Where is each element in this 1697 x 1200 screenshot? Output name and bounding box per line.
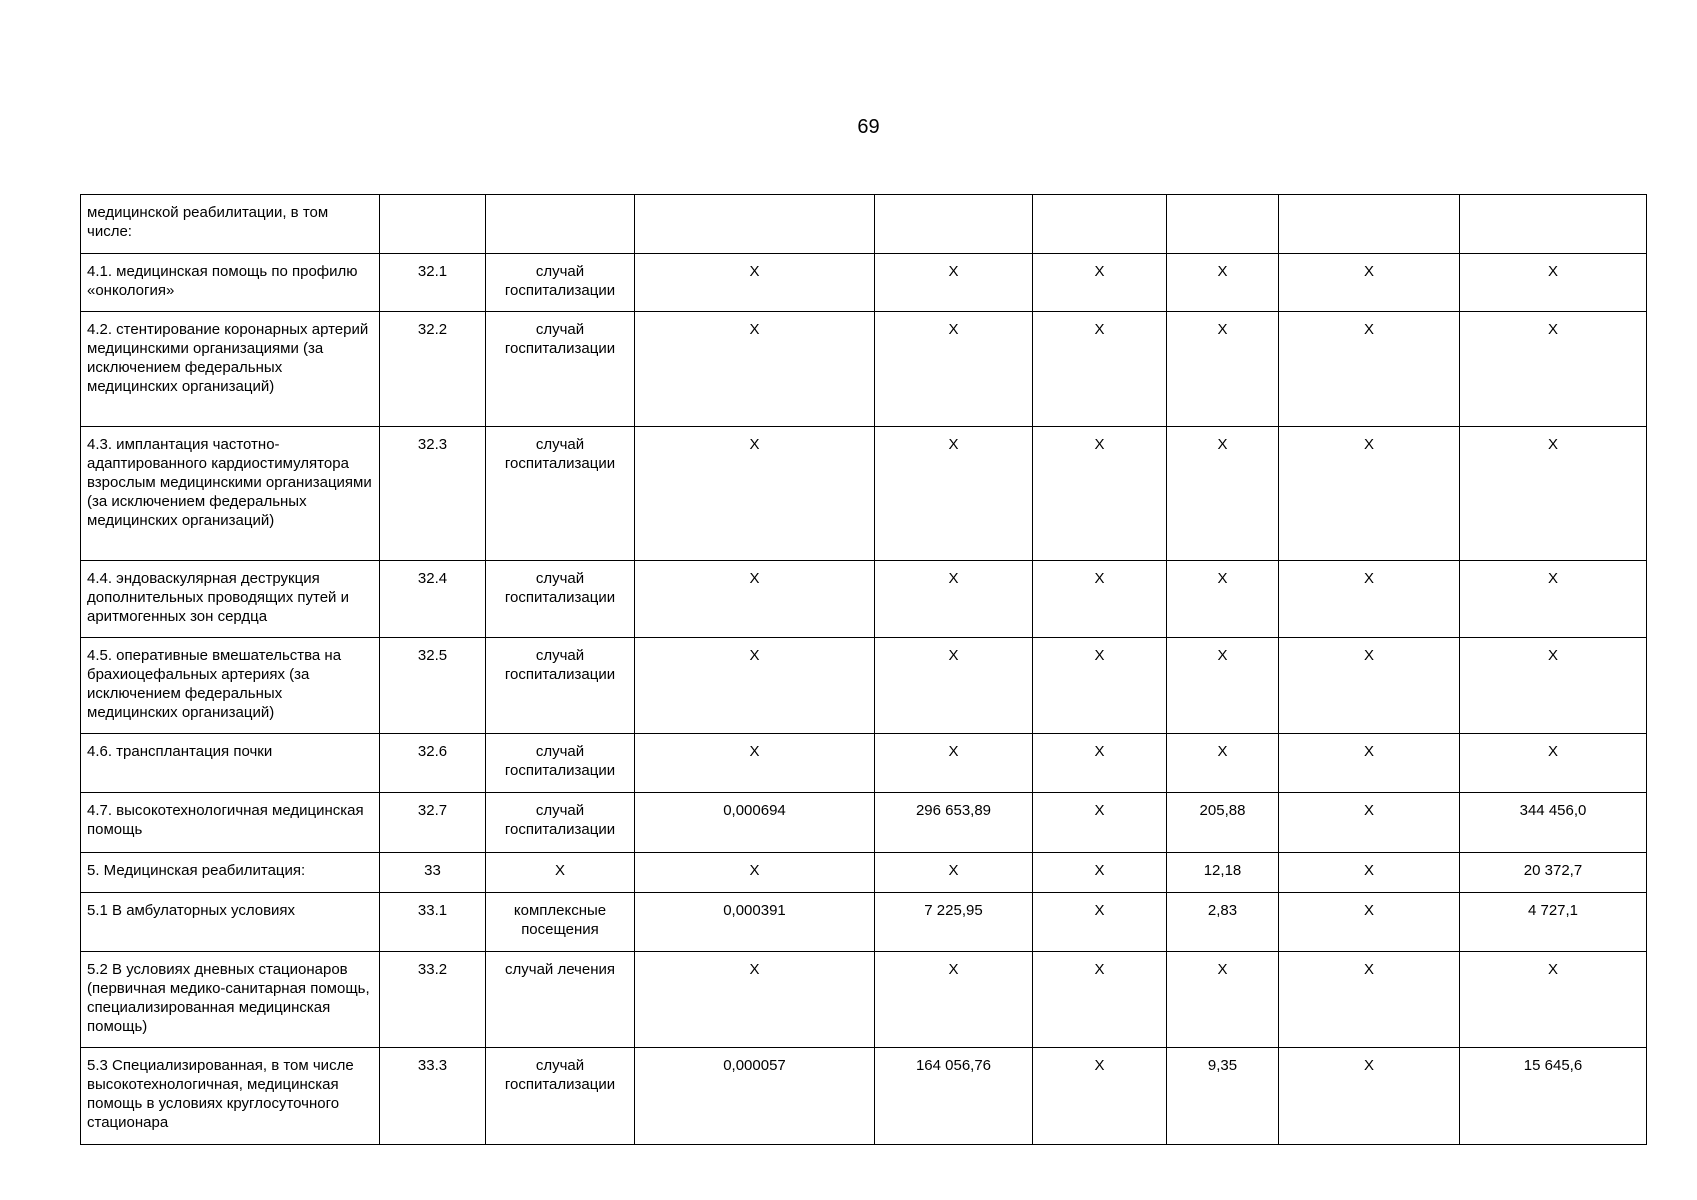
- row-unit-cell: комплексные посещения: [486, 893, 635, 952]
- row-value-cell: Х: [1167, 312, 1279, 427]
- page-number: 69: [857, 116, 880, 138]
- row-value-cell: Х: [1033, 427, 1167, 561]
- row-code-cell: 32.4: [380, 561, 486, 638]
- row-unit-cell: случай госпитализации: [486, 561, 635, 638]
- row-unit-cell: случай лечения: [486, 952, 635, 1048]
- row-value-cell: 0,000694: [635, 793, 875, 853]
- row-name-cell: 4.6. трансплантация почки: [81, 734, 380, 793]
- row-value-cell: Х: [635, 638, 875, 734]
- row-value-cell: Х: [1167, 638, 1279, 734]
- row-unit-cell: случай госпитализации: [486, 312, 635, 427]
- row-value-cell: Х: [1167, 734, 1279, 793]
- row-value-cell: Х: [1167, 427, 1279, 561]
- row-code-cell: 32.1: [380, 254, 486, 312]
- row-name-cell: 4.7. высокотехнологичная медицинская помощь: [81, 793, 380, 853]
- row-unit-cell: [486, 195, 635, 254]
- row-value-cell: Х: [875, 254, 1033, 312]
- row-value-cell: 4 727,1: [1460, 893, 1647, 952]
- row-value-cell: Х: [1033, 853, 1167, 893]
- row-value-cell: Х: [1033, 1048, 1167, 1145]
- row-value-cell: 0,000391: [635, 893, 875, 952]
- row-value-cell: Х: [635, 561, 875, 638]
- row-value-cell: Х: [1167, 952, 1279, 1048]
- row-value-cell: 205,88: [1167, 793, 1279, 853]
- row-value-cell: Х: [1279, 638, 1460, 734]
- row-unit-cell: случай госпитализации: [486, 427, 635, 561]
- row-name-cell: 5. Медицинская реабилитация:: [81, 853, 380, 893]
- row-code-cell: 32.5: [380, 638, 486, 734]
- table-row: [81, 793, 1647, 853]
- row-value-cell: 20 372,7: [1460, 853, 1647, 893]
- row-code-cell: 33.2: [380, 952, 486, 1048]
- table-row: [81, 1048, 1647, 1145]
- row-value-cell: Х: [1279, 1048, 1460, 1145]
- row-value-cell: Х: [635, 952, 875, 1048]
- row-value-cell: Х: [1460, 561, 1647, 638]
- row-value-cell: [875, 195, 1033, 254]
- row-unit-cell: случай госпитализации: [486, 1048, 635, 1145]
- row-value-cell: 15 645,6: [1460, 1048, 1647, 1145]
- table-row: [81, 561, 1647, 638]
- row-value-cell: Х: [1279, 734, 1460, 793]
- row-value-cell: Х: [1279, 893, 1460, 952]
- row-unit-cell: случай госпитализации: [486, 254, 635, 312]
- row-value-cell: Х: [1460, 952, 1647, 1048]
- row-unit-cell: Х: [486, 853, 635, 893]
- row-value-cell: 12,18: [1167, 853, 1279, 893]
- table-row: [81, 893, 1647, 952]
- row-value-cell: [1033, 195, 1167, 254]
- table-row: [81, 952, 1647, 1048]
- table-row: [81, 734, 1647, 793]
- row-value-cell: 164 056,76: [875, 1048, 1033, 1145]
- row-value-cell: Х: [1167, 254, 1279, 312]
- row-code-cell: 32.7: [380, 793, 486, 853]
- row-value-cell: Х: [635, 427, 875, 561]
- row-value-cell: Х: [1033, 952, 1167, 1048]
- row-name-cell: медицинской реабилитации, в том числе:: [81, 195, 380, 254]
- row-code-cell: [380, 195, 486, 254]
- row-value-cell: Х: [875, 853, 1033, 893]
- row-value-cell: Х: [1167, 561, 1279, 638]
- row-value-cell: Х: [1460, 254, 1647, 312]
- row-value-cell: [1460, 195, 1647, 254]
- row-code-cell: 32.3: [380, 427, 486, 561]
- row-name-cell: 4.1. медицинская помощь по профилю «онкология»: [81, 254, 380, 312]
- row-value-cell: Х: [1033, 893, 1167, 952]
- row-value-cell: Х: [1279, 853, 1460, 893]
- row-value-cell: Х: [1033, 312, 1167, 427]
- row-value-cell: [1167, 195, 1279, 254]
- row-value-cell: 296 653,89: [875, 793, 1033, 853]
- row-value-cell: Х: [1460, 427, 1647, 561]
- data-table: [80, 194, 1647, 1145]
- row-value-cell: Х: [635, 312, 875, 427]
- row-value-cell: Х: [1279, 427, 1460, 561]
- table-body: [81, 195, 1647, 1145]
- row-name-cell: 4.3. имплантация частотно-адаптированного кардиостимулятора взрослым медицинскими организациями (за исключением федеральных медицинских организаций): [81, 427, 380, 561]
- row-value-cell: Х: [1033, 793, 1167, 853]
- row-unit-cell: случай госпитализации: [486, 793, 635, 853]
- row-value-cell: Х: [1460, 312, 1647, 427]
- table-row: [81, 254, 1647, 312]
- row-value-cell: Х: [1279, 952, 1460, 1048]
- row-name-cell: 4.2. стентирование коронарных артерий медицинскими организациями (за исключением федеральных медицинских организаций): [81, 312, 380, 427]
- row-value-cell: Х: [1279, 793, 1460, 853]
- row-value-cell: [635, 195, 875, 254]
- row-value-cell: Х: [635, 254, 875, 312]
- row-value-cell: Х: [635, 853, 875, 893]
- row-value-cell: Х: [1460, 638, 1647, 734]
- row-value-cell: Х: [875, 734, 1033, 793]
- row-code-cell: 32.6: [380, 734, 486, 793]
- row-code-cell: 33: [380, 853, 486, 893]
- row-name-cell: 4.5. оперативные вмешательства на брахиоцефальных артериях (за исключением федеральных медицинских организаций): [81, 638, 380, 734]
- row-value-cell: [1279, 195, 1460, 254]
- row-name-cell: 5.2 В условиях дневных стационаров (первичная медико-санитарная помощь, специализированная медицинская помощь): [81, 952, 380, 1048]
- row-value-cell: Х: [875, 638, 1033, 734]
- row-code-cell: 33.3: [380, 1048, 486, 1145]
- row-value-cell: Х: [635, 734, 875, 793]
- table-row: [81, 853, 1647, 893]
- row-value-cell: 0,000057: [635, 1048, 875, 1145]
- row-value-cell: Х: [1033, 254, 1167, 312]
- row-unit-cell: случай госпитализации: [486, 638, 635, 734]
- row-value-cell: 9,35: [1167, 1048, 1279, 1145]
- row-value-cell: Х: [875, 427, 1033, 561]
- row-value-cell: Х: [875, 561, 1033, 638]
- row-value-cell: Х: [1460, 734, 1647, 793]
- table-row: [81, 312, 1647, 427]
- row-value-cell: 7 225,95: [875, 893, 1033, 952]
- row-name-cell: 5.1 В амбулаторных условиях: [81, 893, 380, 952]
- row-value-cell: Х: [1033, 561, 1167, 638]
- table-row: [81, 195, 1647, 254]
- row-code-cell: 33.1: [380, 893, 486, 952]
- row-code-cell: 32.2: [380, 312, 486, 427]
- row-value-cell: Х: [1279, 254, 1460, 312]
- row-value-cell: Х: [1033, 734, 1167, 793]
- table-row: [81, 427, 1647, 561]
- row-value-cell: Х: [875, 952, 1033, 1048]
- row-value-cell: Х: [1033, 638, 1167, 734]
- row-value-cell: Х: [1279, 312, 1460, 427]
- row-unit-cell: случай госпитализации: [486, 734, 635, 793]
- row-name-cell: 4.4. эндоваскулярная деструкция дополнительных проводящих путей и аритмогенных зон сердца: [81, 561, 380, 638]
- table-row: [81, 638, 1647, 734]
- row-value-cell: 2,83: [1167, 893, 1279, 952]
- row-value-cell: Х: [1279, 561, 1460, 638]
- row-name-cell: 5.3 Специализированная, в том числе высокотехнологичная, медицинская помощь в условиях круглосуточного стационара: [81, 1048, 380, 1145]
- row-value-cell: 344 456,0: [1460, 793, 1647, 853]
- row-value-cell: Х: [875, 312, 1033, 427]
